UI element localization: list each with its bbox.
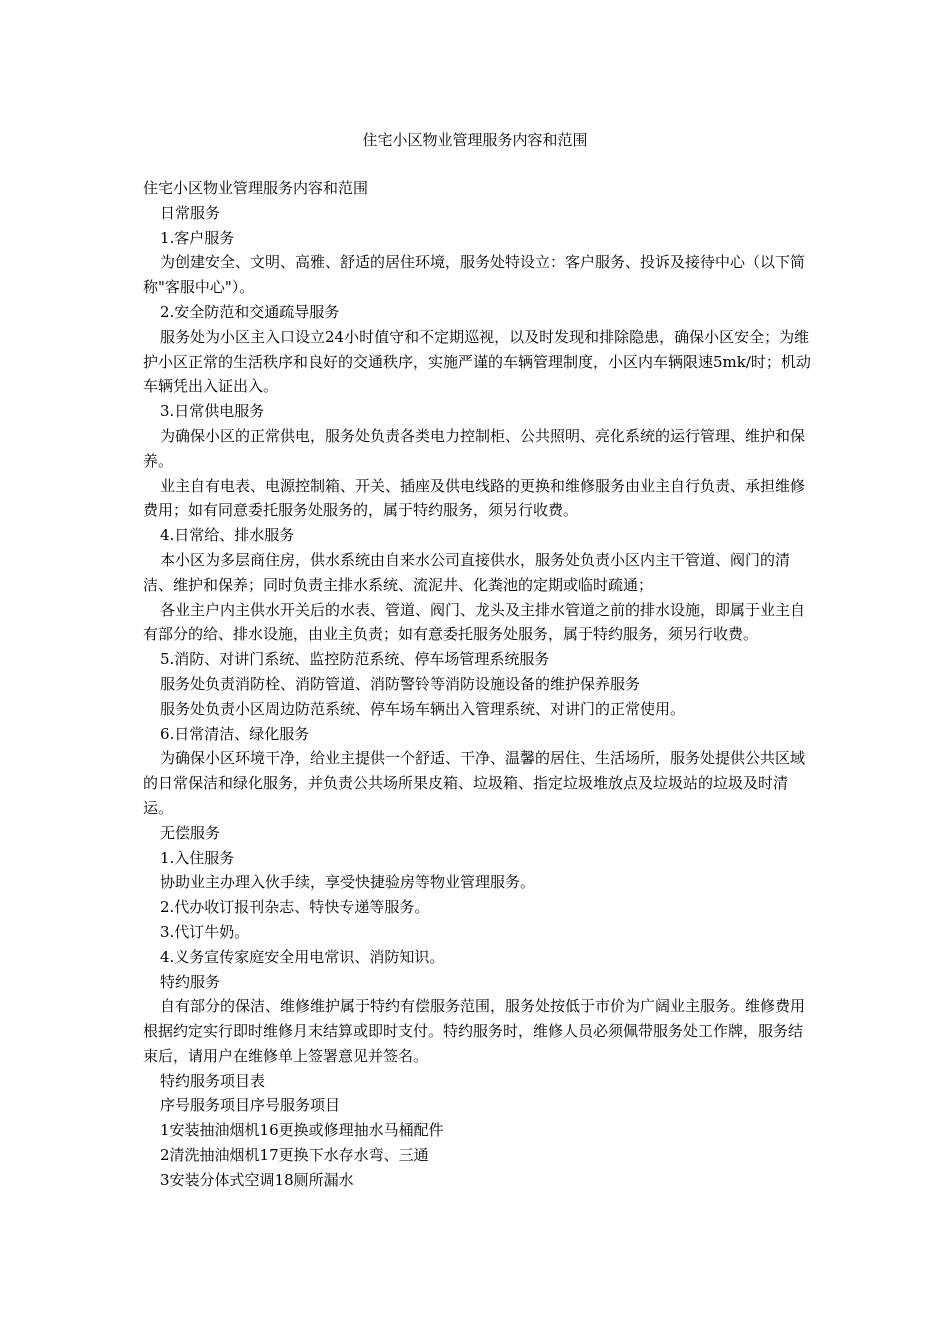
paragraph-fire-maintenance: 服务处负责消防栓、消防管道、消防警铃等消防设施设备的维护保养服务 <box>160 674 641 693</box>
subheading-service-table: 特约服务项目表 <box>160 1071 266 1090</box>
table-row: 3安装分体式空调18厕所漏水 <box>160 1170 354 1189</box>
paragraph-special-service: 自有部分的保洁、维修维护属于特约有偿服务范围，服务处按低于市价为广阔业主服务。维修费用根据约定实行即时维修月末结算或即时支付。特约服务时，维修人员必须佩带服务处工作牌，服务结束后，请用户在维修单上签署意见并签名。 <box>143 997 806 1065</box>
table-header-row: 序号服务项目序号服务项目 <box>160 1096 341 1115</box>
subheading-customer-service: 1.客户服务 <box>160 228 235 247</box>
section-heading-special-service: 特约服务 <box>160 972 221 991</box>
heading-title: 住宅小区物业管理服务内容和范围 <box>143 179 369 197</box>
subheading-fire-intercom: 5.消防、对讲门系统、监控防范系统、停车场管理系统服务 <box>160 650 550 669</box>
paragraph-customer-service: 为创建安全、文明、高雅、舒适的居住环境，服务处特设立：客户服务、投诉及接待中心（以下简称"客服中心"）。 <box>143 253 806 297</box>
subheading-move-in: 1.入住服务 <box>160 848 235 867</box>
subheading-cleaning-greening: 6.日常清洁、绿化服务 <box>160 724 310 743</box>
table-row: 2清洗抽油烟机17更换下水存水弯、三通 <box>160 1146 429 1165</box>
paragraph-owner-water: 各业主户内主供水开关后的水表、管道、阀门、龙头及主排水管道之前的排水设施，即属于业主自有部分的给、排水设施，由业主负责；如有意委托服务处服务，属于特约服务，须另行收费。 <box>143 600 806 644</box>
paragraph-security-traffic: 服务处为小区主入口设立24小时值守和不定期巡视，以及时发现和排除隐患，确保小区安全；为维护小区正常的生活秩序和良好的交通秩序，实施严谨的车辆管理制度，小区内车辆限速5mk/时；机动车辆凭出入证出入。 <box>143 327 811 396</box>
subheading-security-traffic: 2.安全防范和交通疏导服务 <box>160 302 340 321</box>
table-row: 1安装抽油烟机16更换或修理抽水马桶配件 <box>160 1121 444 1140</box>
paragraph-security-systems: 服务处负责小区周边防范系统、停车场车辆出入管理系统、对讲门的正常使用。 <box>160 699 686 718</box>
section-heading-daily-service: 日常服务 <box>160 203 221 222</box>
section-heading-free-service: 无偿服务 <box>160 823 221 842</box>
paragraph-owner-electrical: 业主自有电表、电源控制箱、开关、插座及供电线路的更换和维修服务由业主自行负责、承担维修费用；如有同意委托服务处服务的，属于特约服务，须另行收费。 <box>143 476 806 520</box>
paragraph-power-supply: 为确保小区的正常供电，服务处负责各类电力控制柜、公共照明、亮化系统的运行管理、维护和保养。 <box>143 426 806 470</box>
paragraph-move-in: 协助业主办理入伙手续，享受快捷验房等物业管理服务。 <box>160 873 536 892</box>
subheading-power-supply: 3.日常供电服务 <box>160 402 265 421</box>
page-title: 住宅小区物业管理服务内容和范围 <box>362 131 588 149</box>
paragraph-cleaning-greening: 为确保小区环境干净，给业主提供一个舒适、干净、温馨的居住、生活场所，服务处提供公共区域的日常保洁和绿化服务，并负责公共场所果皮箱、垃圾箱、指定垃圾堆放点及垃圾站的垃圾及时清运。 <box>143 749 806 817</box>
list-item-subscription: 2.代办收订报刊杂志、特快专递等服务。 <box>160 898 430 917</box>
list-item-milk: 3.代订牛奶。 <box>160 922 250 941</box>
paragraph-water-supply: 本小区为多层商住房，供水系统由自来水公司直接供水，服务处负责小区内主干管道、阀门的清洁、维护和保养；同时负责主排水系统、流泥井、化粪池的定期或临时疏通； <box>143 550 791 594</box>
list-item-safety-education: 4.义务宣传家庭安全用电常识、消防知识。 <box>160 947 445 966</box>
document-body <box>143 176 813 1193</box>
subheading-water-supply: 4.日常给、排水服务 <box>160 526 295 545</box>
